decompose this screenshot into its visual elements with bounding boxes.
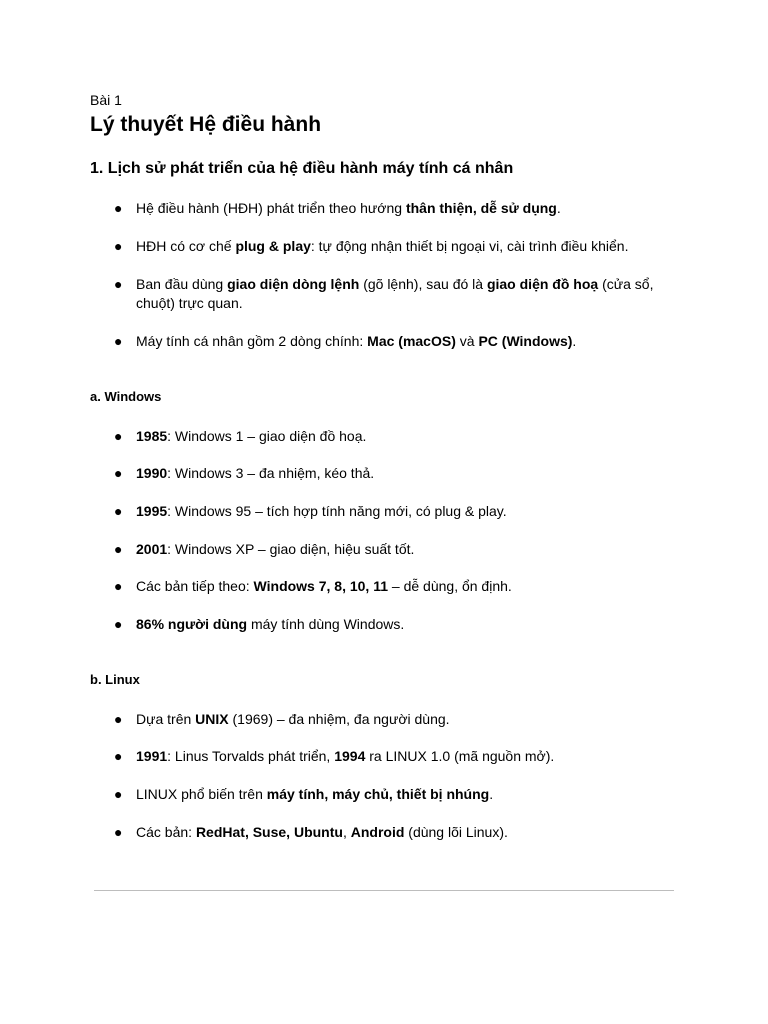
list-item-text: Hệ điều hành (HĐH) phát triển theo hướng thân thiện, dễ sử dụng. <box>136 200 561 216</box>
list-item-text: LINUX phổ biến trên máy tính, máy chủ, thiết bị nhúng. <box>136 786 494 802</box>
list-item-text: HĐH có cơ chế plug & play: tự động nhận thiết bị ngoại vi, cài trình điều khiển. <box>136 238 629 254</box>
list-item <box>114 427 674 446</box>
lesson-label: Bài 1 <box>90 92 122 108</box>
list-item <box>114 237 674 256</box>
list-item-text: Các bản: RedHat, Suse, Ubuntu, Android (dùng lõi Linux). <box>136 824 508 840</box>
list-item-text: Máy tính cá nhân gồm 2 dòng chính: Mac (macOS) và PC (Windows). <box>136 333 577 349</box>
section-heading-history: 1. Lịch sử phát triển của hệ điều hành máy tính cá nhân <box>90 160 514 177</box>
horizontal-divider <box>94 890 674 891</box>
list-item <box>114 823 674 842</box>
list-item <box>114 785 674 804</box>
bullet-icon: ● <box>114 616 123 632</box>
bullet-icon: ● <box>114 748 123 764</box>
list-item-text: 86% người dùng máy tính dùng Windows. <box>136 616 405 632</box>
list-item <box>114 577 674 596</box>
list-item <box>114 502 674 521</box>
sub-heading-linux: b. Linux <box>90 672 140 687</box>
bullet-icon: ● <box>114 503 123 519</box>
list-item <box>114 747 674 766</box>
bullet-icon: ● <box>114 711 123 727</box>
sub-heading-windows: a. Windows <box>90 389 162 404</box>
bullet-icon: ● <box>114 428 123 444</box>
bullet-icon: ● <box>114 786 123 802</box>
page-title: Lý thuyết Hệ điều hành <box>90 113 322 136</box>
list-item <box>114 710 674 729</box>
list-item-text: 1985: Windows 1 – giao diện đồ hoạ. <box>136 428 367 444</box>
list-item-text: 1990: Windows 3 – đa nhiệm, kéo thả. <box>136 465 375 481</box>
list-item-text: Ban đầu dùng giao diện dòng lệnh (gõ lệnh), sau đó là giao diện đồ hoạ (cửa sổ, chuột) trực quan. <box>136 276 654 311</box>
bullet-icon: ● <box>114 824 123 840</box>
bullet-icon: ● <box>114 238 123 254</box>
list-item <box>114 332 674 351</box>
list-item <box>114 275 674 313</box>
list-item-text: Dựa trên UNIX (1969) – đa nhiệm, đa người dùng. <box>136 711 450 727</box>
bullet-icon: ● <box>114 333 123 349</box>
list-item-text: 2001: Windows XP – giao diện, hiệu suất tốt. <box>136 541 415 557</box>
bullet-icon: ● <box>114 578 123 594</box>
list-item <box>114 540 674 559</box>
bullet-icon: ● <box>114 465 123 481</box>
bullet-icon: ● <box>114 276 123 292</box>
list-item-text: Các bản tiếp theo: Windows 7, 8, 10, 11 – dễ dùng, ổn định. <box>136 578 512 594</box>
bullet-icon: ● <box>114 541 123 557</box>
list-item <box>114 464 674 483</box>
list-item-text: 1995: Windows 95 – tích hợp tính năng mới, có plug & play. <box>136 503 507 519</box>
bullet-icon: ● <box>114 200 123 216</box>
list-item <box>114 615 674 634</box>
list-item-text: 1991: Linus Torvalds phát triển, 1994 ra LINUX 1.0 (mã nguồn mở). <box>136 748 555 764</box>
list-item <box>114 199 674 218</box>
